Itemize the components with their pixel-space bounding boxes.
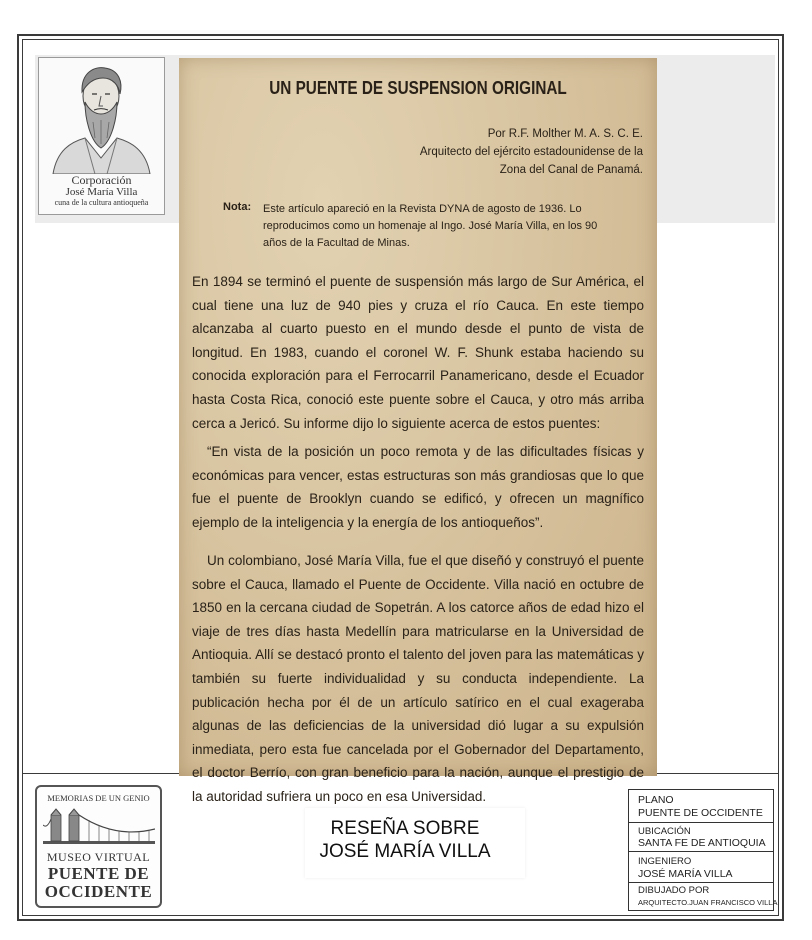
museum-logo-line2: OCCIDENTE	[44, 882, 153, 901]
article-paragraph: En 1894 se terminó el puente de suspensión más largo de Sur América, el cual tiene una luz de 940 pies y cruza el río Cauca. En este tiempo alcanzaba al cuarto puesto en el mundo desde el punto de vista de longitud. En 1983, cuando el coronel W. F. Shunk estaba haciendo su conocida exploración para el Ferrocarril Panamericano, desde el Ecuador hasta Costa Rica, conoció este puente sobre el Cauca, y otro más arriba cerca a Jericó. Su informe dijo lo siguiente acerca de estos puentes:	[192, 274, 644, 431]
article-title: UN PUENTE DE SUSPENSION ORIGINAL	[269, 78, 567, 98]
corporation-logo	[38, 57, 165, 215]
plano-value: PUENTE DE OCCIDENTE	[638, 807, 763, 819]
museum-logo-mid: MUSEO VIRTUAL	[46, 850, 151, 864]
caption-line1: RESEÑA SOBRE	[330, 818, 480, 839]
article-paragraph: Un colombiano, José María Villa, fue el que diseñó y construyó el puente sobre el Cauca, llamado el Puente de Occidente. Villa nació en octubre de 1850 en la cercana ciudad de Sopetrán. A los catorce años de edad hizo el viaje de tres días hasta Medellín para matricularse en la Universidad de Antioquia. Allí se destacó pronto el talento del joven para las matemáticas y también su fuerte individualidad y su conducta independiente. La publicación hecha por él de un artículo satírico en el cual exageraba algunas de las deficiencias de la universidad dió lugar a su expulsión inmediata, pero esta fue cancelada por el Gobernador del Departamento, el doctor Berrío, con gran beneficio para la nación, aunque el prestigio de la autoridad sufriera un poco en esa Universidad.	[192, 553, 644, 804]
article-author	[420, 125, 643, 179]
plano-label: PLANO	[638, 794, 674, 806]
bridge-icon	[43, 805, 155, 849]
title-block-ubicacion	[629, 823, 773, 852]
author-line: Zona del Canal de Panamá.	[499, 164, 643, 176]
dibujado-value: ARQUITECTO.JUAN FRANCISCO VILLA	[638, 898, 778, 907]
caption-box	[305, 808, 525, 878]
museum-logo-line1: PUENTE DE	[47, 864, 150, 883]
ubicacion-value: SANTA FE DE ANTIOQUIA	[638, 837, 766, 849]
logo-title: Corporación	[71, 173, 132, 187]
ingeniero-value: JOSÉ MARÍA VILLA	[638, 868, 733, 880]
author-line: Arquitecto del ejército estadounidense de la	[419, 146, 643, 158]
dibujado-label: DIBUJADO POR	[638, 885, 710, 896]
caption-line2: JOSÉ MARÍA VILLA	[319, 841, 491, 862]
title-block-dibujado	[629, 883, 778, 910]
title-block	[628, 789, 778, 911]
title-block-plano	[629, 790, 773, 823]
note-text: Este artículo apareció en la Revista DYNA de agosto de 1936. Lo reproducimos como un homenaje al Ingo. José María Villa, en los 90 años de la Facultad de Minas.	[263, 203, 598, 249]
portrait-icon	[49, 62, 154, 174]
ingeniero-label: INGENIERO	[638, 856, 692, 867]
logo-tagline: cuna de la cultura antioqueña	[54, 198, 149, 207]
ubicacion-label: UBICACIÓN	[638, 826, 691, 837]
museum-logo-top: MEMORIAS DE UN GENIO	[47, 793, 150, 803]
author-line: Por R.F. Molther M. A. S. C. E.	[487, 128, 643, 140]
note-label: Nota:	[223, 201, 252, 213]
article-quote: “En vista de la posición un poco remota y de las dificultades físicas y económicas para vencer, estas estructuras son más grandiosas que lo que fue el puente de Brooklyn cuando se edificó, y ofrecen un magnífico ejemplo de la inteligencia y la energía de los antioqueños”.	[192, 444, 644, 530]
logo-name: José María Villa	[65, 186, 138, 198]
title-block-ingeniero	[629, 852, 773, 883]
article-scan	[179, 58, 657, 804]
museum-logo	[35, 785, 162, 908]
